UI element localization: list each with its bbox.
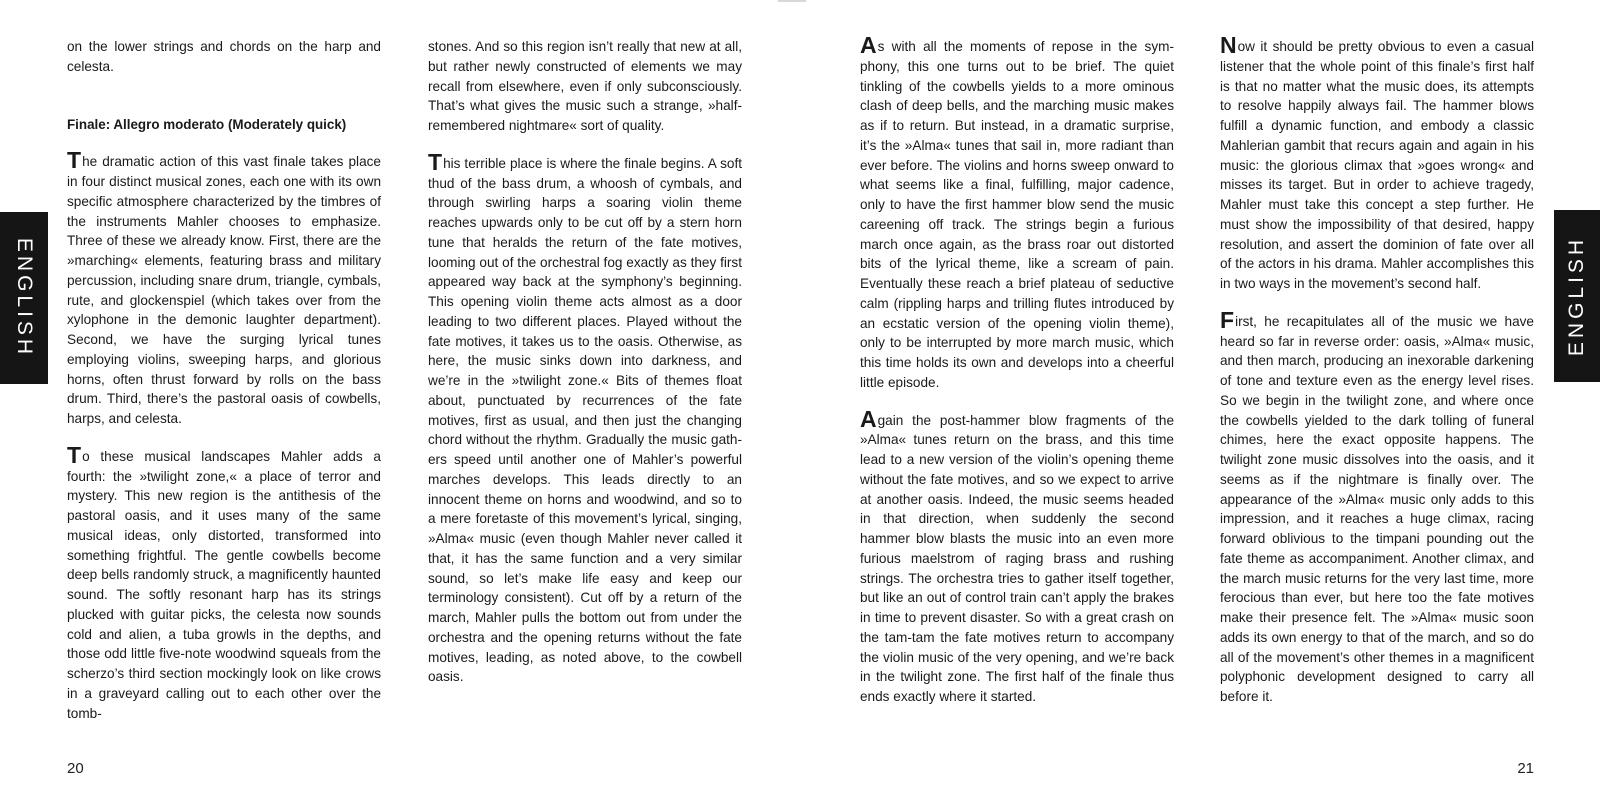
gutter-mark xyxy=(778,0,806,2)
paragraph xyxy=(860,32,1174,393)
paragraph-body: s with all the moments of repose in the symphony, this one turns out to be brief. The quiet tinkling of the cowbells yields to a more ominous clash of deep bells, and the marching music makes as if to return. But instead, in a dramatic surprise, it’s the »Alma« tunes that sail in, more radiant than ever before. The violins and horns sweep onward to what seems like a final, fulfilling, major cadence, only to have the first hammer blow send the music careening off track. The strings begin a furious march once again, as the brass roar out distorted bits of the lyrical theme, like a scream of pain. Eventually these reach a brief plateau of seductive calm (rippling harps and trilling flutes introduced by an ecstatic version of the opening violin theme), only to be interrupted by more march music, which this time holds its own and develops into a cheerful little episode. xyxy=(860,39,1174,390)
drop-initial: A xyxy=(860,405,877,432)
language-tab-left xyxy=(0,212,48,384)
drop-initial: T xyxy=(428,148,443,175)
language-tab-right xyxy=(1554,210,1600,382)
paragraph-body: his terrible place is where the finale begins. A soft thud of the bass drum, a whoosh of cymbals, and through swirling harps a soaring violin theme reaches upwards only to be cut off by a stern horn tune that heralds the return of the fate motives, looming out of the orchestral fog exactly as they first appeared way back at the symphony’s beginning. This opening violin theme acts almost as a door leading to two different places. Played without the fate motives, it takes us to the oasis. Otherwise, as here, the music sinks down into darkness, and we’re in the »twilight zone.« Bits of themes float about, punctuated by recurrences of the fate motives, first as usual, and then just the changing chord without the rhythm. Gradually the music gathers speed until another one of Mahler’s powerful marches develops. This leads directly to an innocent theme on horns and woodwind, and so to a mere foretaste of this movement’s lyrical, singing, »Alma« music (even though Mahler never called it that, it has the same function and a very similar sound, so let’s make life easy and keep our terminology consistent). Cut off by a return of the march, Mahler pulls the bottom out from under the orchestra and the opening returns without the fate motives, leading, as noted above, to the cowbell oasis. xyxy=(428,155,742,685)
page-number-left: 20 xyxy=(67,760,84,777)
paragraph-body: o these musical landscapes Mahler adds a fourth: the »twilight zone,« a place of terror and mystery. This new region is the antithesis of the pastoral oasis, and it uses many of the same musical ideas, only distorted, transformed into something frightful. The gentle cowbells become deep bells randomly struck, a magnificently haunted sound. The softly resonant harp has its strings plucked with guitar picks, the celesta now sounds cold and alien, a tuba growls in the depths, and those odd little five-note woodwind squeals from the scherzo’s third section mockingly look on like crows in a graveyard calling out to each other over the tomb- xyxy=(67,448,381,721)
drop-initial: A xyxy=(860,32,877,58)
drop-initial: N xyxy=(1220,32,1237,58)
language-tab-label: ENGLISH xyxy=(1565,235,1589,357)
drop-initial: T xyxy=(67,441,82,468)
paragraph xyxy=(67,441,381,724)
paragraph-body: irst, he recapitulates all of the music we have heard so far in reverse order: oasis, »Alma« music, and then march, producing an inexorable darkening of tone and texture even as the energy level rises. So we begin in the twilight zone, and where once the cowbells yielded to the dark tolling of funeral chimes, here the exact opposite happens. The twilight zone music dissolves into the oasis, and it seems as if the nightmare is finally over. The appearance of the »Alma« music only adds to this impression, and it reaches a huge climax, racing forward oblivious to the timpani pounding out the fate theme as accompaniment. Another climax, and the march music returns for the very last time, more ferocious than ever, but here too the fate motives make their presence felt. The »Alma« music soon adds its own energy to that of the march, and so do all of the movement’s other themes in a magnificent polyphonic development designed to carry all before it. xyxy=(1220,313,1534,704)
paragraph xyxy=(67,147,381,429)
text-column-2 xyxy=(428,37,742,687)
paragraph xyxy=(428,148,742,687)
text-column-4 xyxy=(1220,32,1534,707)
paragraph-body: he dramatic action of this vast finale takes place in four distinct musical zones, each one with its own specific atmosphere characterized by the timbres of the instruments Mahler chooses to emphasize. Three of these we already know. First, there are the »marching« elements, featuring brass and military percussion, including snare drum, triangle, cymbals, rute, and glockenspiel (which takes over from the xylophone in the demonic laughter department). Second, we have the surging lyrical tunes employing violins, sweeping harps, and glorious horns, often thrust forward by rolls on the bass drum. Third, there’s the pastoral oasis of cowbells, harps, and celesta. xyxy=(67,154,381,426)
text-column-3 xyxy=(860,32,1174,707)
paragraph-continuation: on the lower strings and chords on the harp and celesta. xyxy=(67,39,381,74)
section-heading: Finale: Allegro moderato (Moderately quick) xyxy=(67,116,347,132)
language-tab-label: ENGLISH xyxy=(13,237,37,359)
drop-initial: F xyxy=(1220,306,1235,333)
drop-initial: T xyxy=(67,147,82,174)
paragraph xyxy=(860,405,1174,707)
paragraph xyxy=(1220,32,1534,294)
page-number-right: 21 xyxy=(1517,760,1534,777)
paragraph-body: ow it should be pretty obvious to even a casual listener that the whole point of this finale’s first half is that no matter what the music does, its attempts to resolve happily always fail. The hammer blows fulfill a dynamic function, and embody a classic Mahlerian gambit that recurs again and again in his music: the glorious climax that »goes wrong« and misses its target. But in order to achieve tragedy, Mahler must take this concept a step further. He must show the impossibility of that desired, happy resolution, and assert the dominion of fate over all of the actors in his drama. Mahler accomplishes this in two ways in the movement’s second half. xyxy=(1220,39,1534,291)
text-column-1 xyxy=(67,37,381,723)
paragraph-body: gain the post-hammer blow fragments of the »Alma« tunes return on the brass, and this time lead to a new version of the violin’s opening theme without the fate motives, and so we expect to arrive at another oasis. Indeed, the music seems headed in that direction, when suddenly the second hammer blow blasts the music into an even more furious maelstrom of raging brass and rushing strings. The orchestra tries to gather itself together, but like an out of control train can’t apply the brakes in time to prevent disaster. So with a great crash on the tam-tam the fate motives return to accompany the violin music of the very opening, and we’re back in the twilight zone. The first half of the finale thus ends exactly where it started. xyxy=(860,412,1174,704)
paragraph xyxy=(1220,306,1534,707)
paragraph-continuation: stones. And so this region isn’t really that new at all, but rather newly constructed of elements we may recall from elsewhere, even if only subconsciously. That’s what gives the music such a strange, »half-remembered nightmare« sort of quality. xyxy=(428,39,742,133)
